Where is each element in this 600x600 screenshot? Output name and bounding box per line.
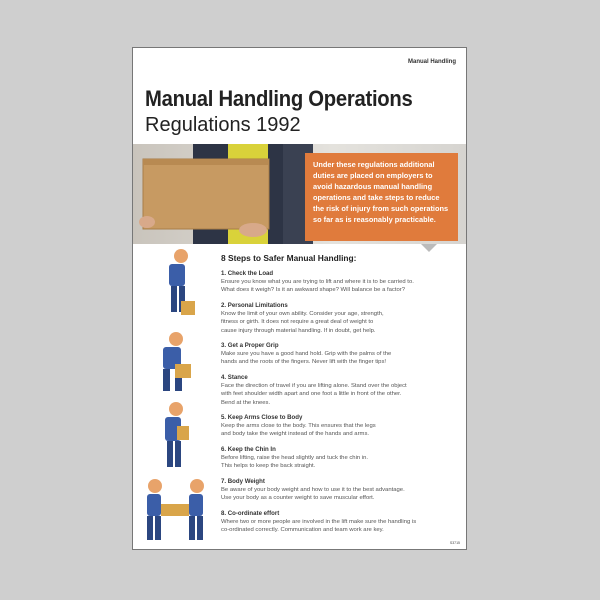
step-item [221, 509, 461, 535]
step-text: What does it weigh? Is it an awkward shape? Will balance be a factor? [221, 287, 406, 294]
step-text: Bend at the knees. [221, 399, 271, 406]
callout-tail [421, 244, 437, 252]
lifting-figures-illustration [141, 246, 211, 546]
header-tag: Manual Handling [408, 59, 456, 65]
step-text: Keep the arms close to the body. This ensures that the legs [221, 423, 376, 430]
step-text: fitness or girth. It does not require a great deal of weight to [221, 319, 374, 326]
step-item [221, 413, 461, 439]
step-item [221, 445, 461, 471]
step-item [221, 269, 461, 295]
step-item [221, 301, 461, 335]
step-title: 8. Co-ordinate effort [221, 509, 280, 517]
regulations-callout: Under these regulations additional duties are placed on employers to avoid hazardous manual handling operations and take steps to reduce the risk of injury from such operations so far as is reasonably practicable. [305, 153, 458, 241]
figure-check-load [169, 249, 195, 315]
step-text: hands and the roots of the fingers. Never lift with the finger tips! [221, 359, 387, 366]
step-text: Ensure you know what you are trying to lift and where it is to be carried to. [221, 279, 414, 285]
step-title: 5. Keep Arms Close to Body [221, 414, 303, 422]
step-text: Where two or more people are involved in the lift make sure the handling is [221, 518, 417, 525]
step-text: Before lifting, raise the head slightly and tuck the chin in. [221, 454, 369, 461]
steps-section [221, 253, 461, 540]
step-text: Face the direction of travel if you are lifting alone. Stand over the object [221, 382, 407, 389]
step-title: 6. Keep the Chin In [221, 445, 276, 453]
poster-title: Manual Handling Operations [145, 86, 413, 111]
step-title: 2. Personal Limitations [221, 301, 288, 309]
step-text: and body take the weight instead of the hands and arms. [221, 431, 370, 438]
step-title: 4. Stance [221, 373, 248, 381]
figure-grip [163, 332, 191, 391]
step-text: with feet shoulder width apart and one foot a little in front of the other. [221, 391, 402, 398]
step-item [221, 477, 461, 503]
step-text: Make sure you have a good hand hold. Grip with the palms of the [221, 351, 392, 358]
step-text: co-ordinated correctly. Communication and team work are key. [221, 526, 384, 533]
step-text: Be aware of your body weight and how to use it to the best advantage. [221, 486, 405, 493]
step-item [221, 373, 461, 407]
step-list [221, 269, 461, 534]
poster-subtitle: Regulations 1992 [145, 114, 301, 136]
poster [132, 47, 467, 550]
product-code: S3715 [449, 541, 460, 545]
step-text: Use your body as a counter weight to save muscular effort. [221, 495, 375, 502]
step-text: Know the limit of your own ability. Consider your age, strength, [221, 310, 384, 317]
step-text: cause injury through material handling. If in doubt, get help. [221, 327, 376, 334]
step-title: 1. Check the Load [221, 270, 274, 277]
figure-team-lift [147, 479, 204, 540]
step-title: 3. Get a Proper Grip [221, 342, 279, 350]
figure-arms-close [165, 402, 189, 467]
worker-carrying-box-photo [133, 144, 466, 244]
steps-heading: 8 Steps to Safer Manual Handling: [221, 253, 357, 263]
step-text: This helps to keep the back straight. [221, 463, 316, 470]
step-item [221, 341, 461, 367]
step-title: 7. Body Weight [221, 477, 265, 485]
